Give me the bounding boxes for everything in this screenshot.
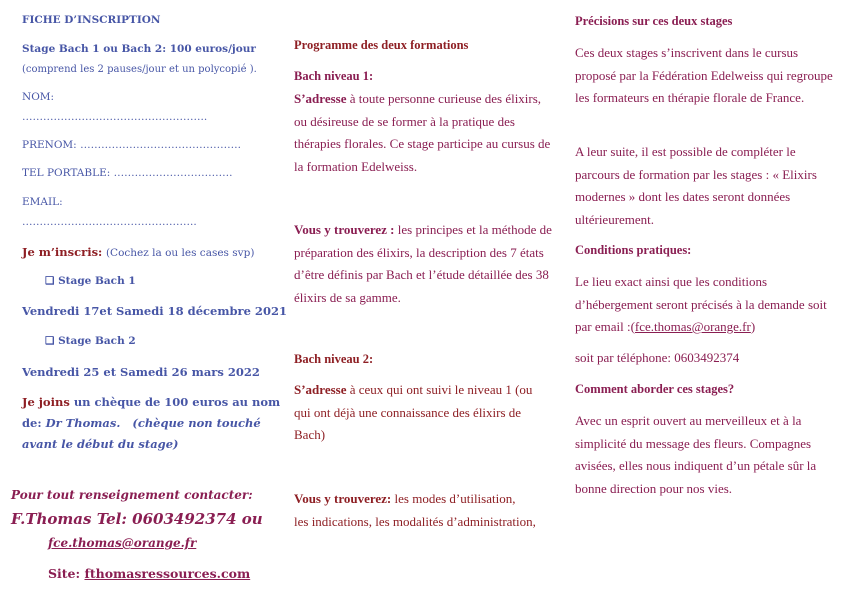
stage1-dates: Vendredi 17et Samedi 18 décembre 2021 <box>22 304 287 318</box>
site-line <box>48 566 250 581</box>
joins-text: un chèque de 100 euros au nom <box>73 395 281 409</box>
precisions-paragraph-2: A leur suite, il est possible de compléter le parcours de formation par les stages : « Elixirs modernes » dont les dates seront données ultérieurement. <box>575 144 817 227</box>
conditions-paragraph <box>575 271 837 339</box>
contact-heading: Pour tout renseignement contacter: <box>11 488 253 502</box>
level2-lead: S’adresse <box>294 382 347 397</box>
level1-content <box>294 219 552 309</box>
level1-find-lead: Vous y trouverez : <box>294 222 395 237</box>
contact-email-link[interactable]: fce.thomas@orange.fr <box>48 536 197 550</box>
tel-label: TEL PORTABLE: <box>22 167 111 179</box>
email-label: EMAIL: <box>22 196 63 208</box>
email-field[interactable]: ………………………………………….. <box>22 216 197 228</box>
level2-title: Bach niveau 2: <box>294 352 374 366</box>
programme-title: Programme des deux formations <box>294 38 469 52</box>
stage2-checkbox[interactable] <box>45 335 136 347</box>
phone-line: soit par téléphone: 0603492374 <box>575 350 740 365</box>
approach-title: Comment aborder ces stages? <box>575 382 735 396</box>
conditions-email-link[interactable]: fce.thomas@orange.fr <box>634 319 751 334</box>
inscris-line <box>22 245 254 259</box>
site-link[interactable]: fthomasressources.com <box>84 566 251 581</box>
level2-text: à ceux qui ont suivi le niveau 1 (ou qui ont déjà une connaissance des élixirs de Bach) <box>294 382 533 442</box>
level2-content <box>294 488 564 533</box>
joins-de: de: <box>22 416 42 430</box>
precisions-paragraph-1: Ces deux stages s’inscrivent dans le cursus proposé par la Fédération Edelweiss qui regroupe les formateurs en thérapie florale de France. <box>575 45 833 105</box>
precisions-title: Précisions sur ces deux stages <box>575 14 733 28</box>
checkbox-icon[interactable]: ❑ <box>45 275 55 287</box>
level1-lead: S’adresse <box>294 91 347 106</box>
contact-name-tel: F.Thomas Tel: 0603492374 ou <box>11 510 263 528</box>
tel-dots: ……………………………. <box>113 167 233 179</box>
joins-line-2 <box>22 416 261 430</box>
inscris-label: Je m’inscris: <box>22 245 103 259</box>
conditions-close: ) <box>750 319 756 334</box>
cheque-note: (chèque non touché <box>132 416 261 430</box>
inscris-note: (Cochez la ou les cases svp) <box>105 247 255 259</box>
price-line: Stage Bach 1 ou Bach 2: 100 euros/jour <box>22 43 256 55</box>
payee-name: Dr Thomas. <box>45 416 121 430</box>
level1-description <box>294 88 552 178</box>
form-title: FICHE D’INSCRIPTION <box>22 14 161 26</box>
price-note: (comprend les 2 pauses/jour et un polycopié ). <box>22 64 257 75</box>
checkbox-icon[interactable]: ❑ <box>45 335 55 347</box>
level2-find-lead: Vous y trouverez: <box>294 491 392 506</box>
level1-text: à toute personne curieuse des élixirs, ou désireuse de se former à la pratique des thérapies florales. Ce stage participe au cursus de la formation Edelweiss. <box>294 91 551 174</box>
stage1-label: Stage Bach 1 <box>58 275 136 287</box>
level2-description <box>294 379 552 447</box>
conditions-text: Le lieu exact ainsi que les conditions d’hébergement seront précisés à la demande soit par email :( <box>575 274 827 334</box>
stage2-label: Stage Bach 2 <box>58 335 136 347</box>
prenom-dots: ………………………………………. <box>80 139 241 151</box>
conditions-title: Conditions pratiques: <box>575 243 692 257</box>
nom-field[interactable]: …………………………………………….. <box>22 111 208 123</box>
joins-label: Je joins <box>22 395 70 409</box>
level2-find-text-1: les modes d’utilisation, <box>394 491 516 506</box>
approach-paragraph: Avec un esprit ouvert au merveilleux et à la simplicité du message des fleurs. Compagnes avisées, elles nous indiquent d’un pétale sûr la bonne direction pour nos vies. <box>575 413 817 496</box>
stage2-dates: Vendredi 25 et Samedi 26 mars 2022 <box>22 365 260 379</box>
cheque-note-2: avant le début du stage) <box>22 437 179 451</box>
site-label: Site: <box>48 566 81 581</box>
nom-label: NOM: <box>22 91 55 103</box>
prenom-field[interactable] <box>22 139 241 151</box>
level2-find-text-2: les indications, les modalités d’administration, <box>294 513 536 529</box>
joins-line-1 <box>22 395 280 409</box>
tel-field[interactable] <box>22 167 232 179</box>
level1-find-text: les principes et la méthode de préparation des élixirs, la description des 7 états d’être définis par Bach et l’étude détaillée des 38 élixirs de sa gamme. <box>294 222 552 305</box>
prenom-label: PRENOM: <box>22 139 77 151</box>
level1-title: Bach niveau 1: <box>294 69 374 83</box>
stage1-checkbox[interactable] <box>45 275 136 287</box>
